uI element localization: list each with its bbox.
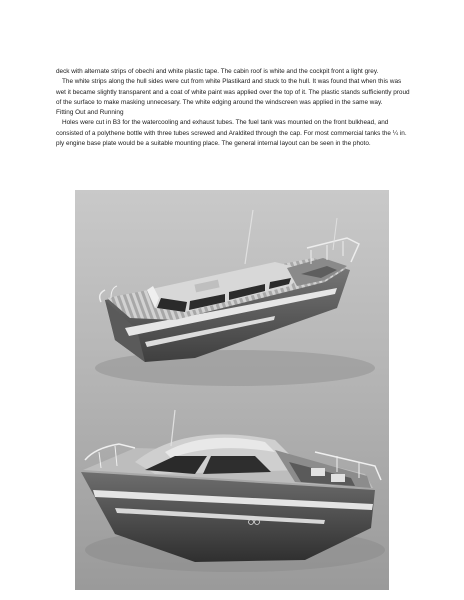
- paragraph-continuation: deck with alternate strips of obechi and white plastic tape. The cabin roof is white and the cockpit front a light grey.: [56, 68, 379, 75]
- body-text: [56, 67, 412, 149]
- paragraph-fitting-out: Holes were cut in B3 for the watercooling and exhaust tubes. The fuel tank was mounted on the front bulkhead, and consisted of a polythene bottle with three tubes screwed and Araldited through the cap. For most commercial tanks the ¼ in. ply engine base plate would be a suitable mounting place. The general internal layout can be seen in the photo.: [56, 119, 407, 148]
- section-heading: Fitting Out and Running: [56, 109, 124, 117]
- boat-photo-illustration: [75, 190, 389, 590]
- paragraph-hull-strips: The white strips along the hull sides were cut from white Plastikard and stuck to the hull. It was found that when this was wet it became slightly transparent and a coat of white paint was applied over the top of it. The plastic stands sufficiently proud of the surface to make masking unnecesary. The white edging around the windscreen was applied in the same way.: [56, 78, 410, 106]
- boat-photo: [75, 190, 389, 590]
